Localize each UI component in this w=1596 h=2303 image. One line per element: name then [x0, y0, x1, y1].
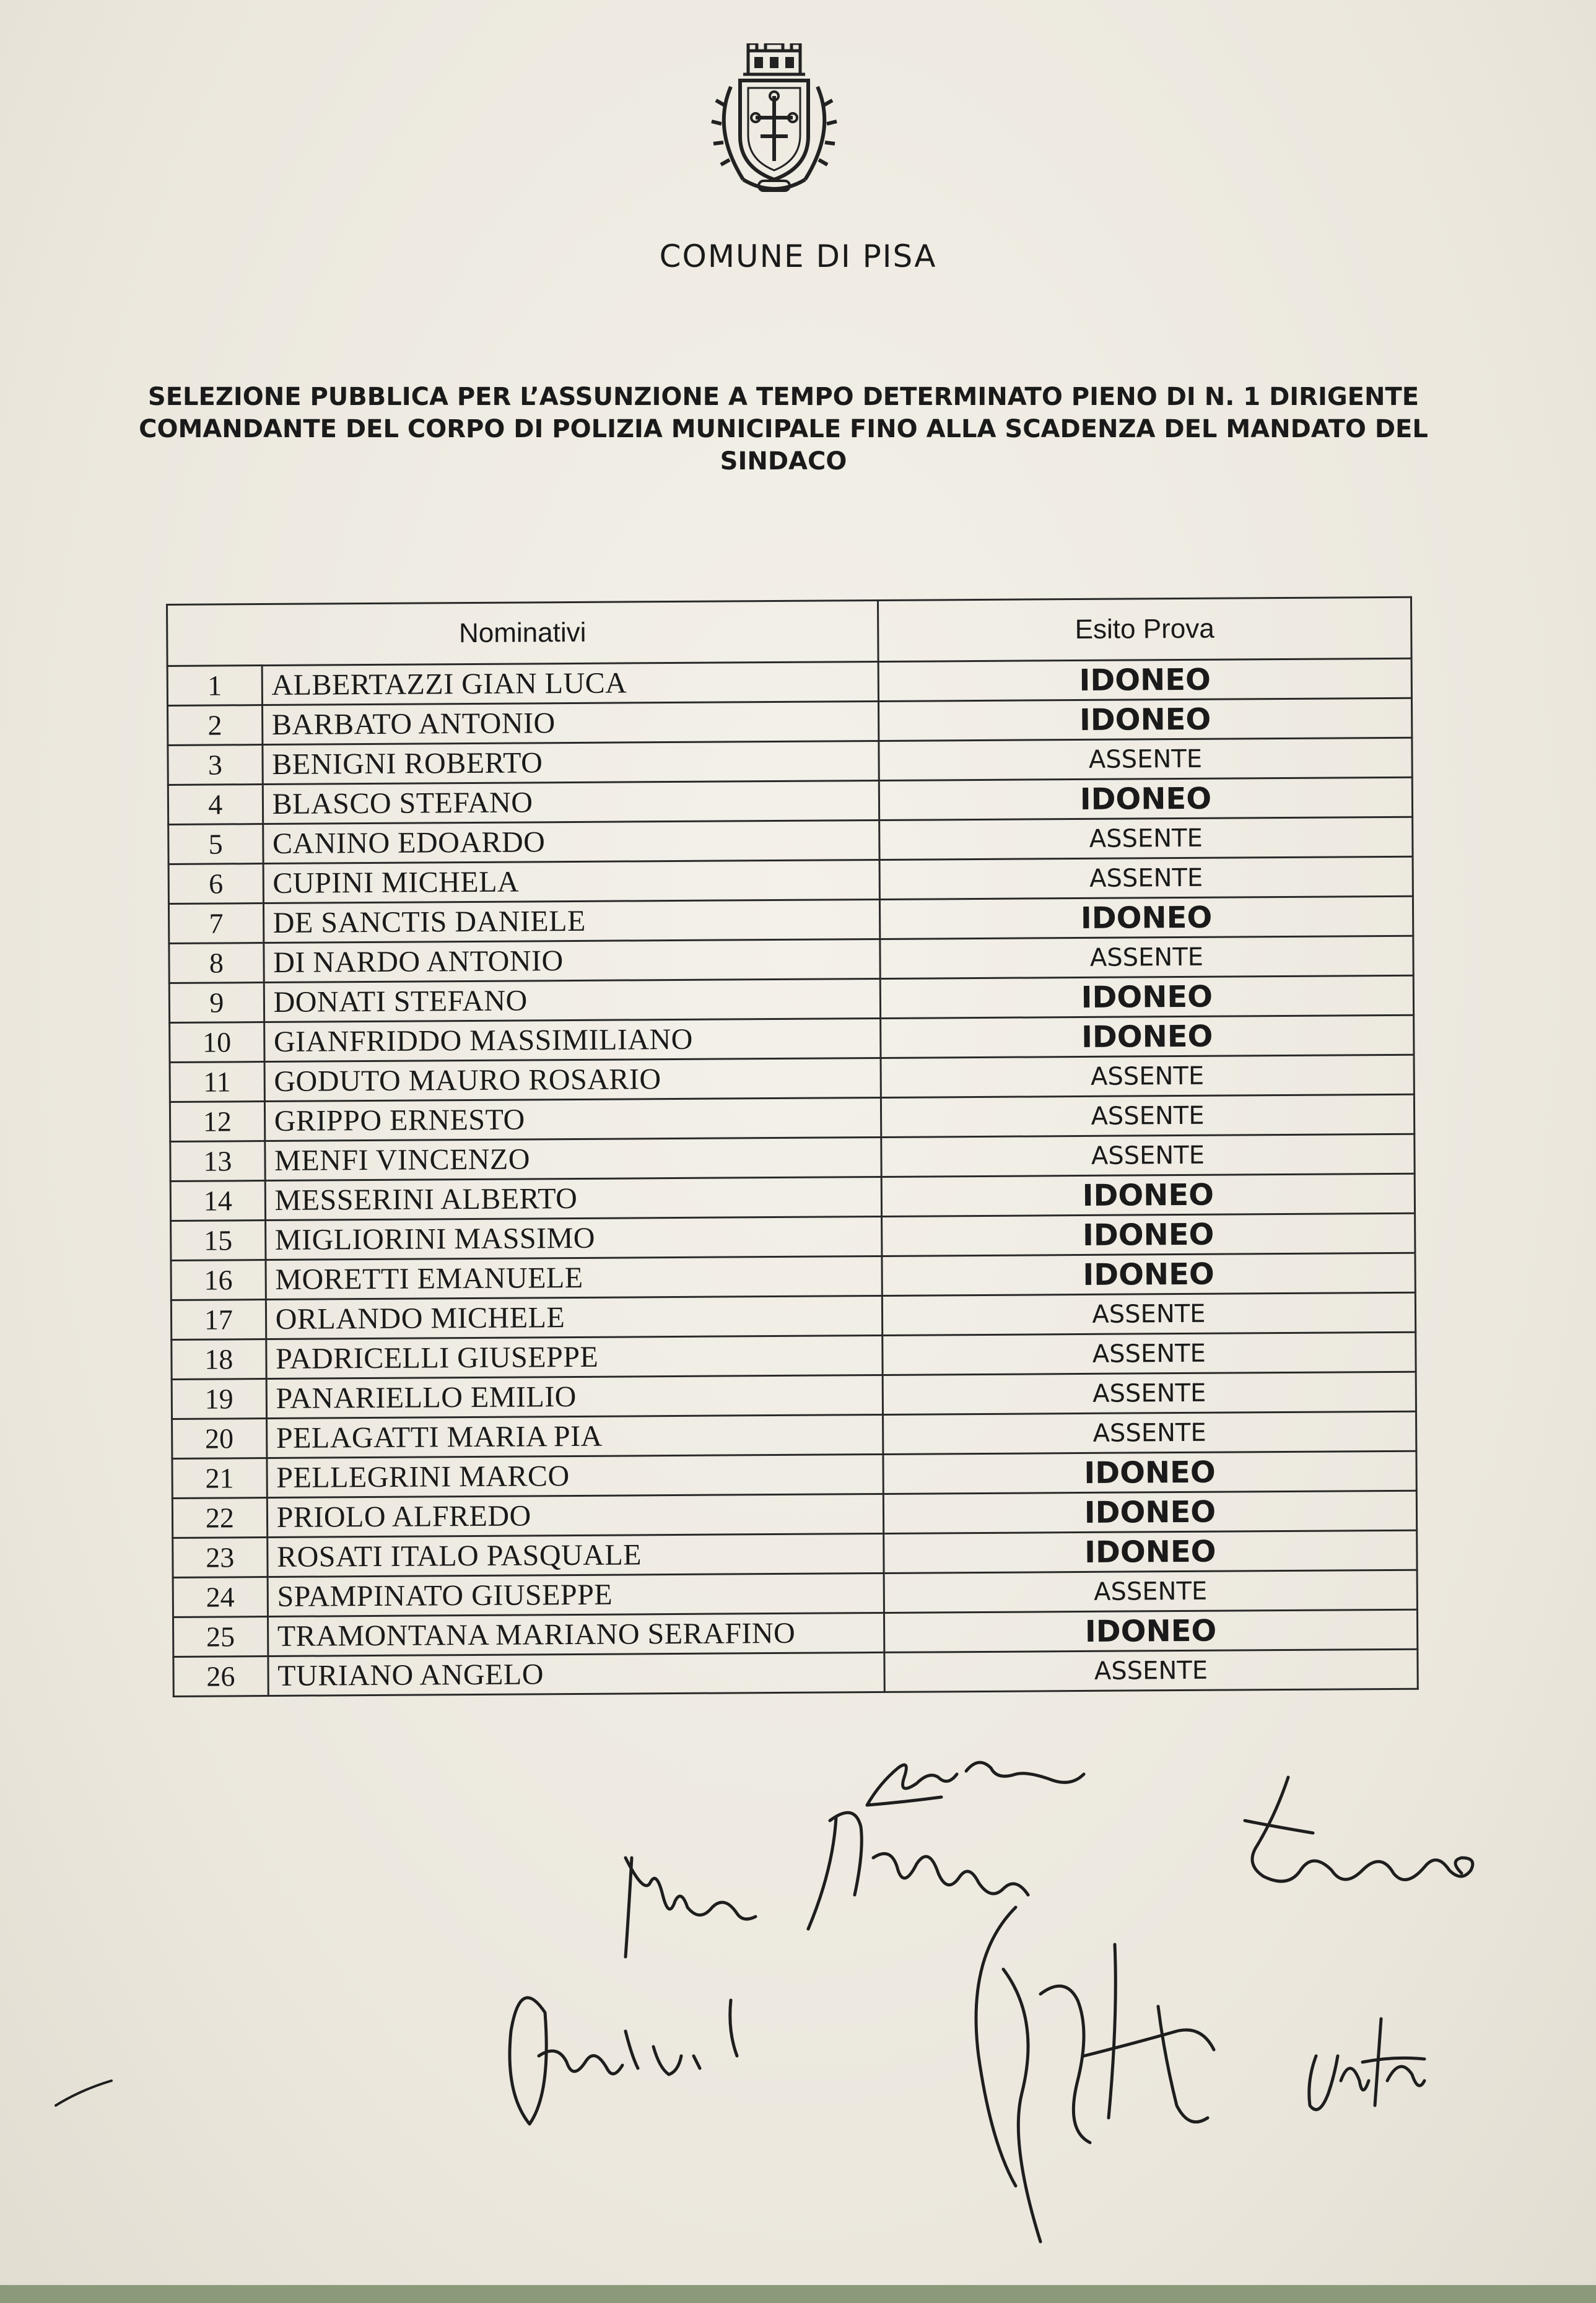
esito-prova: IDONEO — [884, 1609, 1417, 1652]
candidate-name: ORLANDO MICHELE — [266, 1295, 883, 1339]
esito-prova: ASSENTE — [881, 1134, 1415, 1177]
table-row — [168, 698, 1412, 745]
signature-right-lower — [1309, 2019, 1424, 2110]
candidate-name: GIANFRIDDO MASSIMILIANO — [264, 1018, 881, 1061]
table-row — [168, 738, 1412, 785]
table-row — [167, 658, 1411, 705]
candidate-name: DONATI STEFANO — [264, 978, 881, 1022]
table-row — [173, 1530, 1417, 1577]
row-number: 5 — [168, 824, 263, 864]
signature-large-center — [976, 1907, 1214, 2242]
table-row — [170, 1173, 1415, 1221]
candidate-name: TURIANO ANGELO — [268, 1652, 885, 1696]
table-row — [172, 1372, 1416, 1419]
row-number: 1 — [167, 666, 262, 706]
esito-prova: ASSENTE — [884, 1570, 1417, 1613]
row-number: 3 — [168, 745, 263, 785]
header-nominativi: Nominativi — [167, 600, 878, 666]
table-row — [168, 777, 1412, 824]
row-number: 26 — [173, 1657, 268, 1697]
signature-stray-mark — [56, 2081, 111, 2105]
esito-prova: ASSENTE — [883, 1372, 1416, 1414]
candidate-name: DE SANCTIS DANIELE — [263, 899, 880, 943]
comune-title: COMUNE DI PISA — [659, 238, 937, 274]
row-number: 23 — [173, 1538, 268, 1578]
results-table — [166, 596, 1419, 1697]
esito-prova: ASSENTE — [884, 1649, 1418, 1692]
esito-prova: ASSENTE — [880, 936, 1414, 978]
table-row — [170, 1094, 1414, 1141]
candidate-name: MENFI VINCENZO — [264, 1137, 881, 1180]
candidate-name: BARBATO ANTONIO — [262, 701, 879, 744]
bottom-strip — [0, 2285, 1596, 2303]
row-number: 17 — [171, 1300, 266, 1340]
signature-center — [808, 1813, 1028, 1929]
row-number: 2 — [168, 705, 263, 746]
table-row — [170, 1015, 1414, 1062]
table-row — [171, 1292, 1415, 1339]
selezione-heading — [118, 381, 1449, 477]
row-number: 20 — [172, 1419, 267, 1459]
table-row — [171, 1213, 1415, 1260]
esito-prova: ASSENTE — [879, 856, 1413, 899]
candidate-name: TRAMONTANA MARIANO SERAFINO — [268, 1613, 884, 1656]
row-number: 12 — [170, 1102, 264, 1142]
esito-prova: IDONEO — [882, 1253, 1415, 1295]
selezione-line-1: SELEZIONE PUBBLICA PER L’ASSUNZIONE A TEMPO DETERMINATO PIENO DI N. 1 DIRIGENTE — [147, 383, 1419, 411]
table-row — [173, 1570, 1417, 1617]
row-number: 7 — [168, 903, 263, 944]
esito-prova: ASSENTE — [882, 1292, 1416, 1335]
table-row — [168, 817, 1413, 864]
table-row — [172, 1411, 1416, 1458]
candidate-name: BLASCO STEFANO — [263, 780, 879, 824]
row-number: 9 — [169, 983, 264, 1023]
row-number: 18 — [172, 1339, 266, 1380]
esito-prova: ASSENTE — [881, 1055, 1415, 1097]
candidate-name: PELLEGRINI MARCO — [267, 1454, 884, 1497]
selezione-line-2: COMANDANTE DEL CORPO DI POLIZIA MUNICIPALE FINO ALLA SCADENZA DEL MANDATO DEL — [139, 415, 1428, 443]
candidate-name: PELAGATTI MARIA PIA — [266, 1414, 883, 1458]
row-number: 25 — [173, 1617, 268, 1657]
table-row — [170, 1134, 1415, 1181]
esito-prova: IDONEO — [883, 1491, 1416, 1533]
table-row — [168, 896, 1413, 943]
row-number: 10 — [170, 1022, 264, 1063]
table-row — [172, 1491, 1416, 1538]
candidate-name: PRIOLO ALFREDO — [267, 1494, 884, 1537]
esito-prova: IDONEO — [881, 1173, 1415, 1216]
row-number: 6 — [168, 864, 263, 904]
esito-prova: ASSENTE — [879, 738, 1412, 780]
esito-prova: IDONEO — [881, 1213, 1415, 1256]
esito-prova: ASSENTE — [881, 1094, 1414, 1137]
esito-prova: ASSENTE — [883, 1332, 1416, 1375]
esito-prova: IDONEO — [880, 975, 1413, 1018]
candidate-name: BENIGNI ROBERTO — [263, 741, 879, 784]
table-row — [171, 1253, 1415, 1300]
table-header-row — [167, 597, 1412, 666]
esito-prova: IDONEO — [878, 658, 1411, 701]
esito-prova: IDONEO — [878, 698, 1412, 741]
candidate-name: CUPINI MICHELA — [263, 860, 880, 903]
row-number: 21 — [172, 1458, 267, 1499]
row-number: 24 — [173, 1577, 268, 1617]
candidate-name: GRIPPO ERNESTO — [264, 1097, 881, 1141]
signature-top-center — [867, 1762, 1084, 1805]
candidate-name: DI NARDO ANTONIO — [264, 939, 881, 982]
candidate-name: MESSERINI ALBERTO — [265, 1177, 882, 1220]
table-row — [168, 856, 1413, 903]
crest-icon — [706, 43, 842, 198]
table-row — [169, 975, 1413, 1022]
row-number: 19 — [172, 1379, 266, 1419]
candidate-name: MIGLIORINI MASSIMO — [265, 1216, 882, 1260]
candidate-name: PADRICELLI GIUSEPPE — [266, 1335, 883, 1378]
table-row — [172, 1451, 1416, 1498]
candidate-name: ROSATI ITALO PASQUALE — [267, 1533, 884, 1577]
candidate-name: ALBERTAZZI GIAN LUCA — [262, 661, 879, 705]
selezione-line-3: SINDACO — [720, 447, 847, 476]
row-number: 14 — [170, 1181, 265, 1221]
row-number: 11 — [170, 1062, 264, 1102]
row-number: 16 — [171, 1260, 266, 1300]
esito-prova: IDONEO — [879, 777, 1412, 820]
row-number: 22 — [172, 1498, 267, 1538]
row-number: 13 — [170, 1141, 265, 1182]
esito-prova: ASSENTE — [883, 1411, 1416, 1454]
header-esito-prova: Esito Prova — [878, 597, 1411, 661]
table-row — [173, 1609, 1417, 1657]
esito-prova: IDONEO — [884, 1530, 1418, 1573]
esito-prova: IDONEO — [883, 1451, 1416, 1494]
signature-right-upper — [1245, 1777, 1473, 1881]
esito-prova: IDONEO — [880, 1015, 1413, 1058]
candidate-name: PANARIELLO EMILIO — [266, 1375, 883, 1418]
candidate-name: GODUTO MAURO ROSARIO — [264, 1058, 881, 1101]
candidate-name: MORETTI EMANUELE — [266, 1256, 883, 1299]
table-row — [173, 1649, 1418, 1696]
candidate-name: SPAMPINATO GIUSEPPE — [268, 1573, 884, 1616]
esito-prova: ASSENTE — [879, 817, 1413, 860]
row-number: 15 — [171, 1221, 266, 1261]
table-row — [170, 1055, 1414, 1102]
table-row — [172, 1332, 1416, 1379]
row-number: 8 — [169, 943, 264, 983]
signatures-area — [0, 1709, 1596, 2279]
table-row — [169, 936, 1413, 983]
signature-lower-left — [510, 1998, 737, 2124]
row-number: 4 — [168, 785, 263, 825]
candidate-name: CANINO EDOARDO — [263, 820, 879, 863]
signature-left — [626, 1858, 756, 1957]
esito-prova: IDONEO — [879, 896, 1413, 939]
